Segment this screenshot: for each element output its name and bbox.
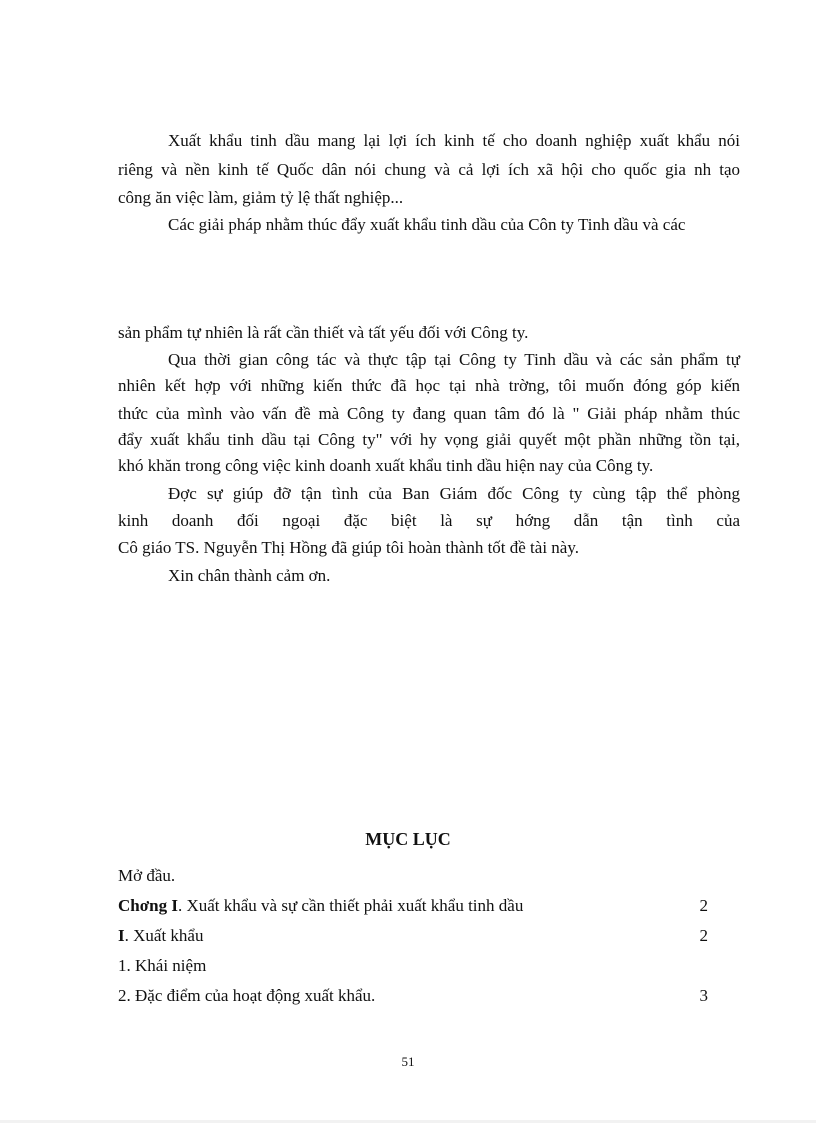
toc-row: [118, 955, 708, 977]
toc-title: MỤC LỤC: [365, 829, 451, 849]
toc-row-page: 2: [699, 896, 708, 915]
toc-row: [118, 925, 708, 947]
toc-row-text: . Xuất khẩu: [124, 926, 204, 945]
body-line-5: sản phẩm tự nhiên là rất cần thiết và tất yếu đối với Công ty.: [118, 323, 529, 342]
body-line-6: Qua thời gian công tác và thực tập tại Công ty Tinh dầu và các sản phẩm tự: [168, 350, 740, 369]
toc-row-label: [118, 895, 523, 917]
toc-row-text: . Xuất khẩu và sự cần thiết phải xuất khẩu tinh dầu: [177, 896, 524, 915]
toc-row: [118, 895, 708, 917]
body-line-13: Cô giáo TS. Nguyễn Thị Hồng đã giúp tôi hoàn thành tốt đề tài này.: [118, 538, 579, 557]
toc-row-label: [118, 925, 203, 947]
body-line-3: công ăn việc làm, giảm tỷ lệ thất nghiệp...: [118, 188, 404, 207]
body-line-1: Xuất khẩu tinh dầu mang lại lợi ích kinh tế cho doanh nghiệp xuất khẩu nói: [168, 131, 740, 150]
toc-row: [118, 985, 708, 1007]
toc-row-bold: I: [118, 926, 125, 945]
toc-row-label: [118, 955, 206, 977]
toc-row-bold: Chơng I: [118, 896, 178, 915]
body-line-4: Các giải pháp nhằm thúc đẩy xuất khẩu tinh dầu của Côn ty Tinh dầu và các: [168, 215, 686, 234]
page-number: 51: [401, 1054, 415, 1069]
body-line-11: Đợc sự giúp đỡ tận tình của Ban Giám đốc Công ty cùng tập thể phòng: [168, 484, 740, 503]
body-line-8: thức của mình vào vấn đề mà Công ty đang quan tâm đó là " Giải pháp nhằm thúc: [118, 404, 740, 423]
body-line-2: riêng và nền kinh tế Quốc dân nói chung và cả lợi ích xã hội cho quốc gia nh tạo: [118, 160, 740, 179]
toc-row-text: 2. Đặc điểm của hoạt động xuất khẩu.: [118, 986, 376, 1005]
toc-row-text: 1. Khái niệm: [118, 956, 207, 975]
toc-row-label: [118, 985, 375, 1007]
toc-row-page: 3: [699, 986, 708, 1005]
body-line-7: nhiên kết hợp với những kiến thức đã học tại nhà trờng, tôi muốn đóng góp kiến: [118, 376, 740, 395]
body-line-9: đẩy xuất khẩu tinh dầu tại Công ty" với hy vọng giải quyết một phần những tồn tại,: [118, 430, 740, 449]
body-line-14: Xin chân thành cảm ơn.: [168, 566, 331, 585]
toc-row-page: 2: [699, 926, 708, 945]
body-line-12: kinh doanh đối ngoại đặc biệt là sự hớng dẫn tận tình của: [118, 511, 740, 530]
toc-intro: Mở đầu.: [118, 866, 176, 885]
body-line-10: khó khăn trong công việc kinh doanh xuất khẩu tinh dầu hiện nay của Công ty.: [118, 456, 654, 475]
